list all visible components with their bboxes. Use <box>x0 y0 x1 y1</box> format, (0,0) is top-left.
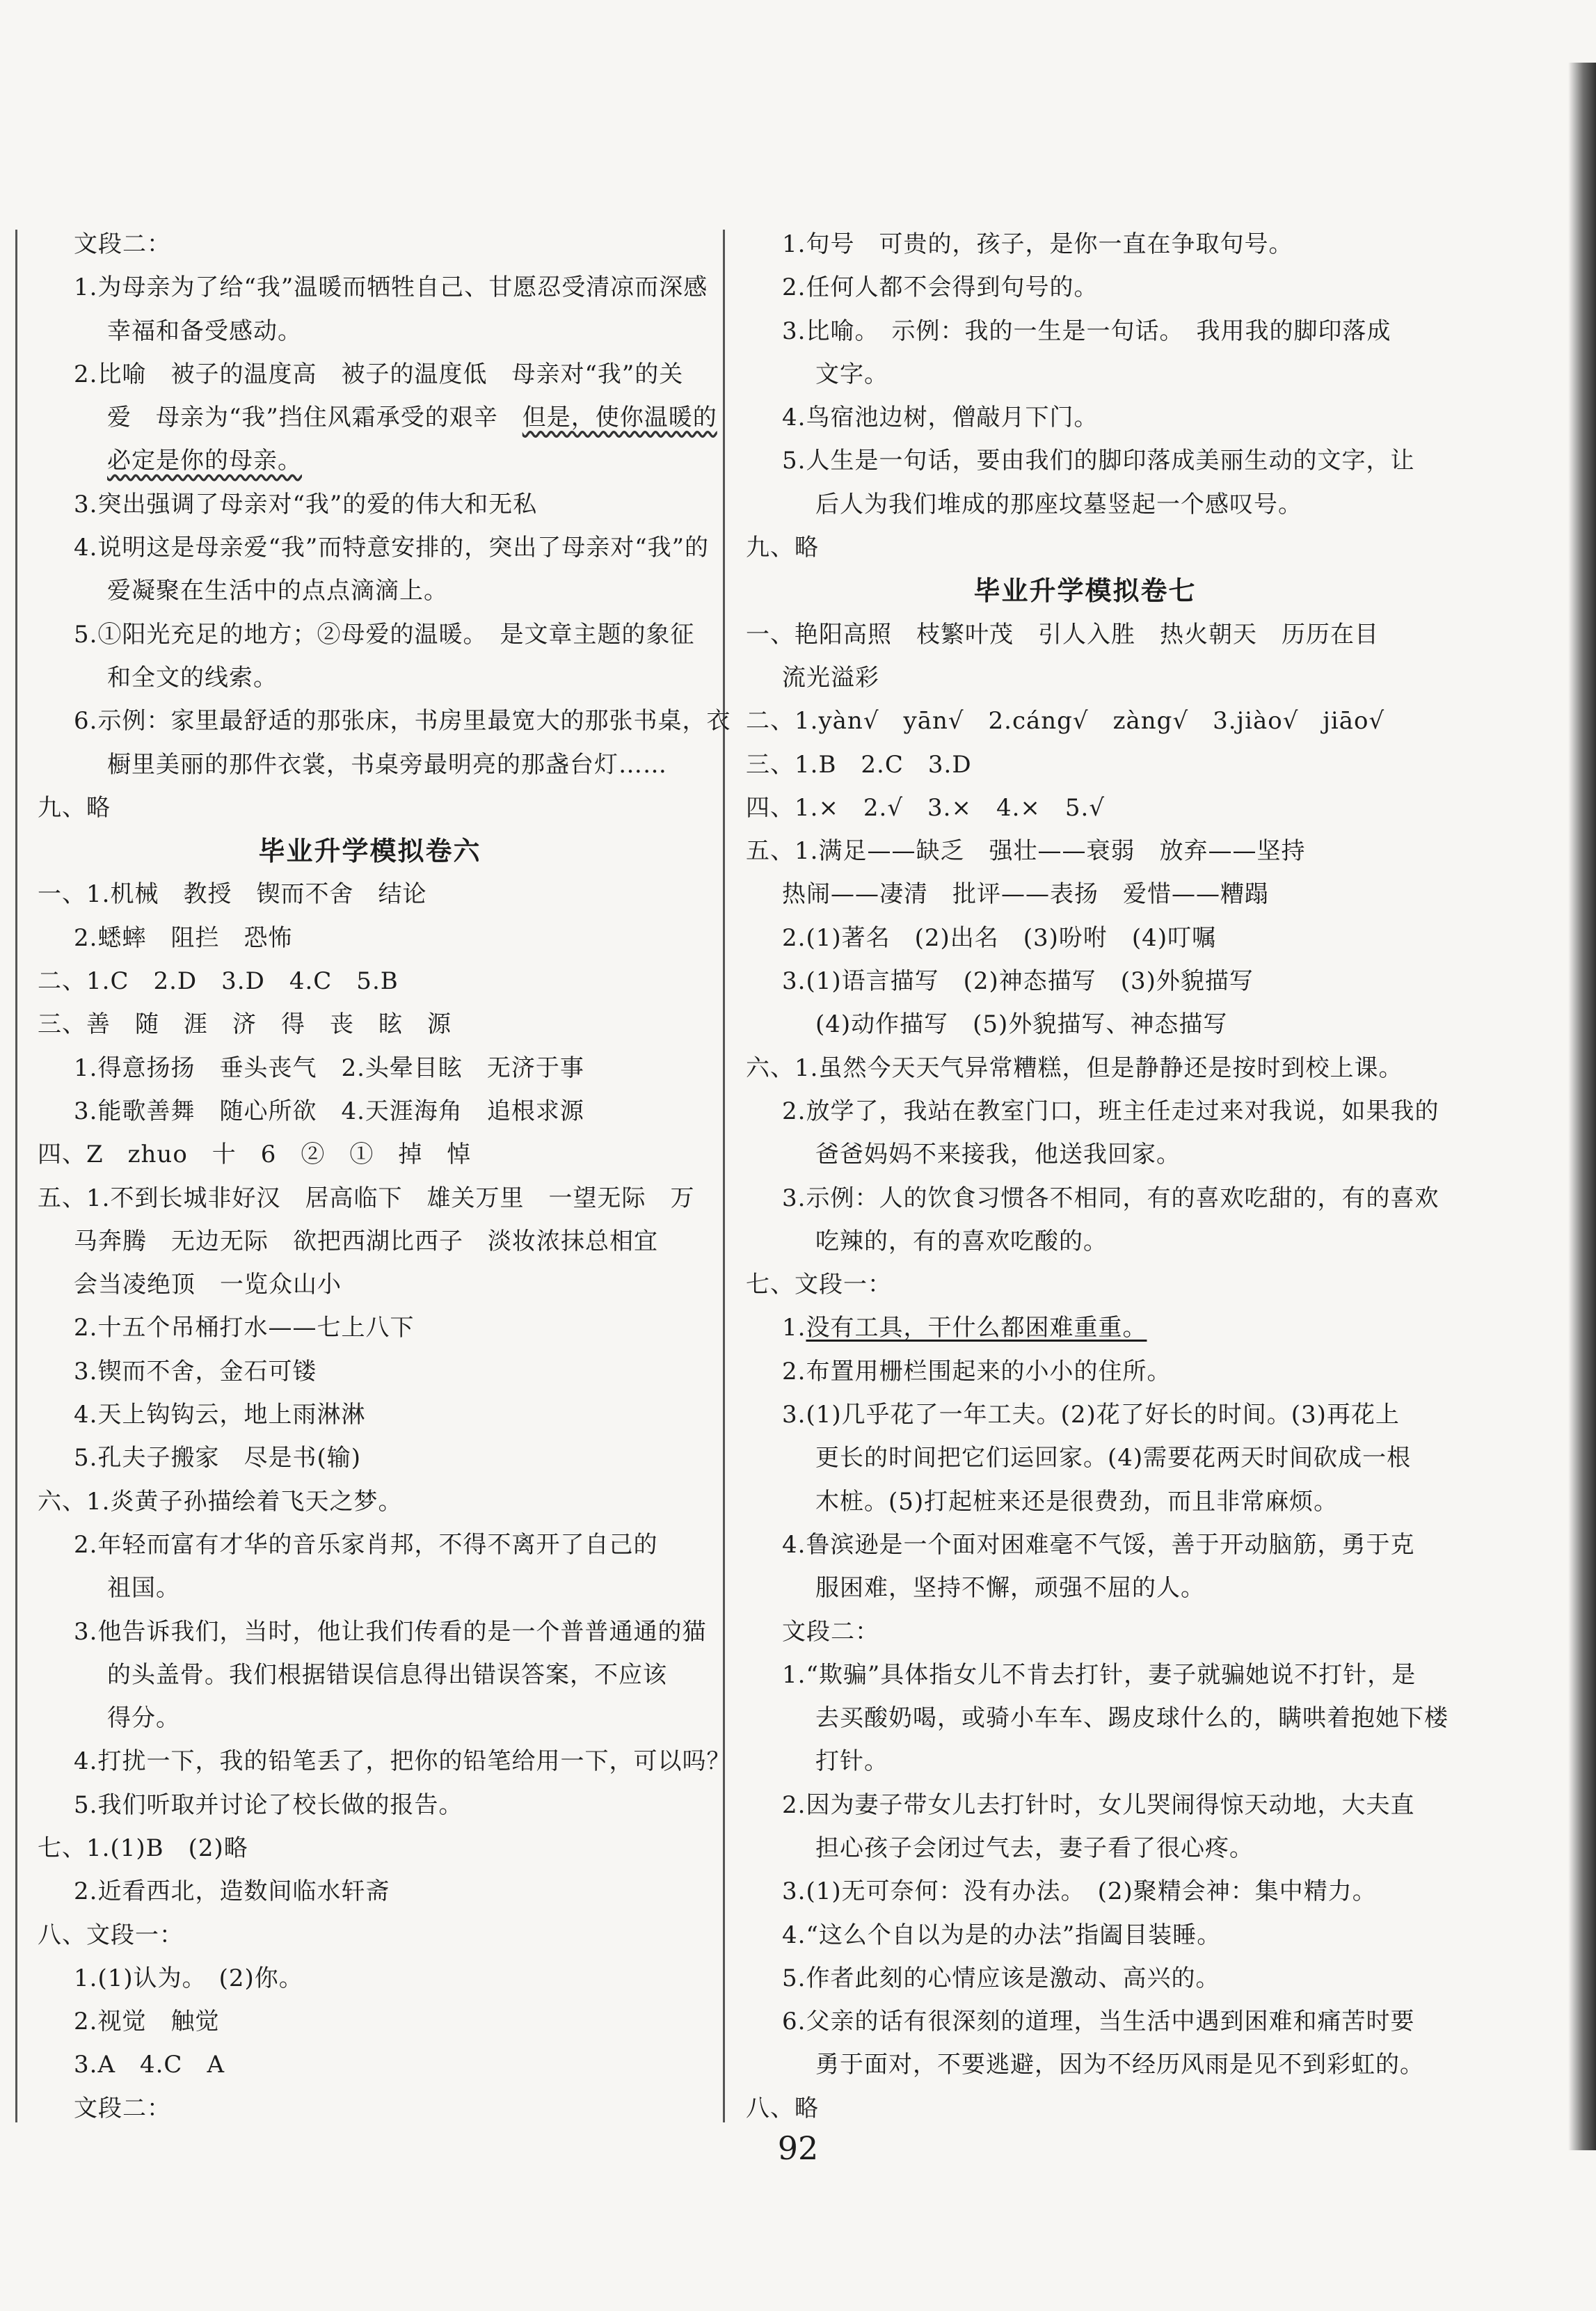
answer-line <box>746 1090 1439 1133</box>
answer-line <box>746 396 1424 439</box>
answer-text: 四、1.× 2.√ 3.× 4.× 5.√ <box>746 793 1105 822</box>
answer-text: 1.“欺骗”具体指女儿不肯去打针，妻子就骗她说不打针，是 <box>782 1660 1417 1689</box>
answer-line <box>746 1957 1424 2000</box>
answer-line <box>38 1090 702 1133</box>
answer-line <box>38 960 702 1003</box>
answer-text: 更长的时间把它们运回家。(4)需要花两天时间砍成一根 <box>815 1444 1412 1472</box>
answer-line <box>746 439 1424 482</box>
answer-text: 3.他告诉我们，当时，他让我们传看的是一个普普通通的猫 <box>74 1617 707 1646</box>
answer-text: 4.“这么个自以为是的办法”指阖目装睡。 <box>782 1921 1222 1949</box>
answer-text: 1.为母亲为了给“我”温暖而牺牲自己、甘愿忍受清凉而深感 <box>74 273 708 302</box>
answer-text: 2.放学了，我站在教室门口，班主任走过来对我说，如果我的 <box>782 1097 1439 1125</box>
answer-text: 3.(1)几乎花了一年工夫。(2)花了好长的时间。(3)再花上 <box>782 1401 1400 1429</box>
answer-line <box>38 1133 702 1176</box>
answer-line <box>38 1740 731 1783</box>
answer-line <box>746 1653 1424 1697</box>
answer-line <box>746 2087 1424 2130</box>
answer-line <box>38 1436 702 1479</box>
answer-line <box>38 1827 702 1870</box>
answer-line <box>746 1697 1449 1740</box>
answer-line <box>38 569 702 612</box>
answer-text: 5.作者此刻的心情应该是激动、高兴的。 <box>782 1964 1220 1992</box>
answer-line <box>38 266 708 309</box>
answer-line <box>38 2000 702 2043</box>
answer-text: 1.(1)认为。 (2)你。 <box>74 1964 303 1992</box>
answer-text: 4.天上钩钩云，地上雨淋淋 <box>74 1401 366 1429</box>
answer-text: 一、艳阳高照 枝繁叶茂 引人入胜 热火朝天 历历在目 <box>746 620 1379 649</box>
answer-line <box>38 1177 702 1220</box>
answer-line <box>38 786 702 829</box>
answer-line <box>746 829 1424 873</box>
answer-text: 6.示例：家里最舒适的那张床，书房里最宽大的那张书桌，衣 <box>74 707 731 736</box>
answer-text: 五、1.满足——缺乏 强壮——衰弱 放弃——坚持 <box>746 837 1306 866</box>
answer-text: 七、1.(1)B (2)略 <box>38 1834 248 1862</box>
answer-line <box>746 1610 1424 1653</box>
answer-text: 二、1.yàn√ yān√ 2.cáng√ zàng√ 3.jiào√ jiāo√ <box>746 707 1385 736</box>
answer-line <box>746 786 1424 829</box>
answer-text: 4.鲁滨逊是一个面对困难毫不气馁，善于开动脑筋，勇于克 <box>782 1530 1415 1559</box>
answer-text: 橱里美丽的那件衣裳，书桌旁最明亮的那盏台灯…… <box>107 750 667 779</box>
answer-line <box>38 1870 702 1913</box>
answer-line <box>746 1480 1424 1523</box>
answer-line <box>38 1047 702 1090</box>
answer-line <box>746 1914 1424 1957</box>
scan-shadow-edge <box>1568 63 1596 2150</box>
answer-text: 爸爸妈妈不来接我，他送我回家。 <box>815 1141 1181 1169</box>
answer-text: 2.视觉 触觉 <box>74 2008 220 2036</box>
answer-text: 2.蟋蟀 阻拦 恐怖 <box>74 923 293 952</box>
answer-line <box>746 526 1424 569</box>
answer-text: 3.(1)无可奈何：没有办法。 (2)聚精会神：集中精力。 <box>782 1877 1377 1906</box>
answer-text: 三、善 随 涯 济 得 丧 眩 源 <box>38 1010 452 1039</box>
answer-line <box>38 743 702 786</box>
answer-text: 六、1.炎黄子孙描绘着飞天之梦。 <box>38 1487 403 1516</box>
left-margin-rule <box>15 230 17 2122</box>
answer-text: 5.人生是一句话，要由我们的脚印落成美丽生动的文字，让 <box>782 447 1415 475</box>
answer-line <box>746 1306 1424 1349</box>
emphasized-text: 必定是你的母亲。 <box>107 447 302 475</box>
answer-line <box>38 396 717 439</box>
answer-text: 六、1.虽然今天天气异常糟糕，但是静静还是按时到校上课。 <box>746 1054 1403 1082</box>
answer-text: 二、1.C 2.D 3.D 4.C 5.B <box>38 967 399 996</box>
answer-line <box>38 1220 702 1263</box>
answer-text: 八、略 <box>746 2094 819 2122</box>
answer-line <box>746 1436 1424 1479</box>
answer-text: 3.(1)语言描写 (2)神态描写 (3)外貌描写 <box>782 967 1254 996</box>
answer-line <box>746 1133 1424 1176</box>
answer-text: 幸福和备受感动。 <box>107 317 302 345</box>
answer-line <box>746 2043 1424 2086</box>
answer-line <box>746 266 1424 309</box>
answer-line <box>38 310 702 353</box>
answer-text: 文段二： <box>782 1617 879 1646</box>
answer-line <box>746 1047 1424 1090</box>
answer-text: 2.任何人都不会得到句号的。 <box>782 273 1099 302</box>
answer-line <box>746 483 1424 526</box>
answer-line <box>746 1003 1424 1046</box>
answer-line <box>746 1220 1424 1263</box>
answer-line <box>746 1784 1424 1827</box>
answer-text: 八、文段一： <box>38 1921 184 1949</box>
answer-text: 6.父亲的话有很深刻的道理，当生活中遇到困难和痛苦时要 <box>782 2008 1415 2036</box>
answer-text: 七、文段一： <box>746 1271 892 1299</box>
answer-line <box>38 439 702 482</box>
answer-line <box>746 353 1424 396</box>
answer-line <box>746 873 1424 916</box>
emphasized-text: 但是，使你温暖的 <box>522 404 717 432</box>
answer-text: 1.句号 可贵的，孩子，是你一直在争取句号。 <box>782 230 1293 258</box>
column-divider-rule <box>723 230 725 2122</box>
answer-text: 流光溢彩 <box>782 663 879 692</box>
answer-text: 热闹——凄清 批评——表扬 爱惜——糟蹋 <box>782 880 1269 909</box>
answer-line <box>746 613 1424 656</box>
answer-text: 三、1.B 2.C 3.D <box>746 750 972 779</box>
answer-text: 一、1.机械 教授 锲而不舍 结论 <box>38 880 427 909</box>
answer-line <box>746 656 1424 699</box>
answer-text: 3.A 4.C A <box>74 2051 225 2079</box>
answer-line <box>746 1350 1424 1393</box>
answer-line <box>38 483 702 526</box>
answer-line <box>38 613 702 656</box>
answer-line <box>746 743 1424 786</box>
answer-text: 1.得意扬扬 垂头丧气 2.头晕目眩 无济于事 <box>74 1054 584 1082</box>
section-title: 毕业升学模拟卷七 <box>973 575 1197 607</box>
answer-line <box>38 873 702 916</box>
answer-line <box>746 223 1424 266</box>
answer-line <box>38 699 731 742</box>
answer-line <box>746 1827 1424 1870</box>
answer-line <box>746 1566 1424 1610</box>
answer-line <box>746 1393 1424 1436</box>
answer-line <box>746 960 1424 1003</box>
answer-text: 2.近看西北，造数间临水轩斋 <box>74 1877 390 1906</box>
answer-text: 和全文的线索。 <box>107 663 278 692</box>
answer-text: 3.突出强调了母亲对“我”的爱的伟大和无私 <box>74 490 538 518</box>
answer-text: 1. <box>782 1314 806 1342</box>
answer-text: 会当凌绝顶 一览众山小 <box>74 1271 342 1299</box>
answer-line <box>38 1393 702 1436</box>
answer-line <box>38 1784 702 1827</box>
answer-line <box>38 1003 702 1046</box>
answer-text: 2.因为妻子带女儿去打针时，女儿哭闹得惊天动地，大夫直 <box>782 1790 1415 1819</box>
answer-text: 文字。 <box>815 360 888 388</box>
answer-text: 勇于面对，不要逃避，因为不经历风雨是见不到彩虹的。 <box>815 2051 1424 2079</box>
answer-line <box>38 2087 702 2130</box>
answer-text: 5.我们听取并讨论了校长做的报告。 <box>74 1790 463 1819</box>
answer-text: 得分。 <box>107 1704 180 1733</box>
answer-text: 马奔腾 无边无际 欲把西湖比西子 淡妆浓抹总相宜 <box>74 1227 658 1255</box>
answer-text: 3.锲而不舍，金石可镂 <box>74 1357 317 1385</box>
answer-text: 3.比喻。 示例：我的一生是一句话。 我用我的脚印落成 <box>782 317 1391 345</box>
answer-line <box>38 1306 702 1349</box>
answer-text: 的头盖骨。我们根据错误信息得出错误答案，不应该 <box>107 1660 667 1689</box>
answer-text: 4.鸟宿池边树，僧敲月下门。 <box>782 404 1099 432</box>
answer-line <box>38 1523 702 1566</box>
answer-line <box>38 656 702 699</box>
answer-line <box>746 1263 1424 1306</box>
answer-text: 木桩。(5)打起桩来还是很费劲，而且非常麻烦。 <box>815 1487 1339 1516</box>
emphasized-text: 没有工具，干什么都困难重重。 <box>806 1314 1147 1342</box>
left-column <box>38 223 731 2130</box>
answer-line <box>38 526 709 569</box>
answer-text: 四、Z zhuo 十 6 ② ① 掉 悼 <box>38 1141 472 1169</box>
section-title: 毕业升学模拟卷六 <box>258 836 481 867</box>
answer-line <box>746 699 1424 742</box>
answer-text: 后人为我们堆成的那座坟墓竖起一个感叹号。 <box>815 490 1302 518</box>
answer-text: 五、1.不到长城非好汉 居高临下 雄关万里 一望无际 万 <box>38 1184 695 1212</box>
answer-text: 2.十五个吊桶打水——七上八下 <box>74 1314 415 1342</box>
answer-line <box>38 1350 702 1393</box>
answer-line <box>746 916 1424 960</box>
right-column <box>746 223 1449 2130</box>
answer-line <box>746 1870 1424 1913</box>
answer-text: 4.打扰一下，我的铅笔丢了，把你的铅笔给用一下，可以吗？ <box>74 1747 731 1776</box>
answer-text: 九、略 <box>38 793 111 822</box>
answer-text: 2.年轻而富有才华的音乐家肖邦，不得不离开了自己的 <box>74 1530 658 1559</box>
answer-text: 4.说明这是母亲爱“我”而特意安排的，突出了母亲对“我”的 <box>74 534 709 562</box>
answer-text: 打针。 <box>815 1747 888 1776</box>
answer-text: 吃辣的，有的喜欢吃酸的。 <box>815 1227 1108 1255</box>
answer-text: 爱凝聚在生活中的点点滴滴上。 <box>107 577 448 605</box>
answer-text: 2.(1)著名 (2)出名 (3)吩咐 (4)叮嘱 <box>782 923 1217 952</box>
answer-text: 爱 母亲为“我”挡住风霜承受的艰辛 <box>107 404 522 432</box>
answer-text: 5.①阳光充足的地方；②母爱的温暖。 是文章主题的象征 <box>74 620 695 649</box>
answer-text: 祖国。 <box>107 1574 180 1603</box>
answer-line <box>746 310 1424 353</box>
answer-line <box>38 1610 707 1653</box>
answer-line <box>746 1177 1439 1220</box>
answer-text: 5.孔夫子搬家 尽是书(输) <box>74 1444 361 1472</box>
answer-line <box>746 1740 1424 1783</box>
answer-text: 担心孩子会闭过气去，妻子看了很心疼。 <box>815 1834 1254 1862</box>
answer-text: 文段二： <box>74 230 171 258</box>
answer-text: 文段二： <box>74 2094 171 2122</box>
answer-line <box>746 1523 1424 1566</box>
answer-line <box>38 1957 702 2000</box>
answer-text: 服困难，坚持不懈，顽强不屈的人。 <box>815 1574 1205 1603</box>
answer-line <box>38 2043 702 2086</box>
answer-line <box>746 2000 1424 2043</box>
page-number: 92 <box>777 2129 819 2167</box>
answer-line <box>38 1480 702 1523</box>
answer-line <box>38 223 702 266</box>
answer-text: 3.示例：人的饮食习惯各不相同，有的喜欢吃甜的，有的喜欢 <box>782 1184 1439 1212</box>
answer-text: 3.能歌善舞 随心所欲 4.天涯海角 追根求源 <box>74 1097 584 1125</box>
answer-text: 九、略 <box>746 534 819 562</box>
answer-text: 去买酸奶喝，或骑小车车、踢皮球什么的，瞒哄着抱她下楼 <box>815 1704 1449 1733</box>
answer-text: 2.布置用栅栏围起来的小小的住所。 <box>782 1357 1172 1385</box>
answer-line <box>38 1566 702 1610</box>
answer-line <box>38 1653 702 1697</box>
answer-line <box>38 353 702 396</box>
answer-text: 2.比喻 被子的温度高 被子的温度低 母亲对“我”的关 <box>74 360 684 388</box>
answer-line <box>38 916 702 960</box>
answer-line <box>38 1914 702 1957</box>
answer-line <box>38 1263 702 1306</box>
answer-text: (4)动作描写 (5)外貌描写、神态描写 <box>815 1010 1228 1039</box>
answer-line <box>38 1697 702 1740</box>
